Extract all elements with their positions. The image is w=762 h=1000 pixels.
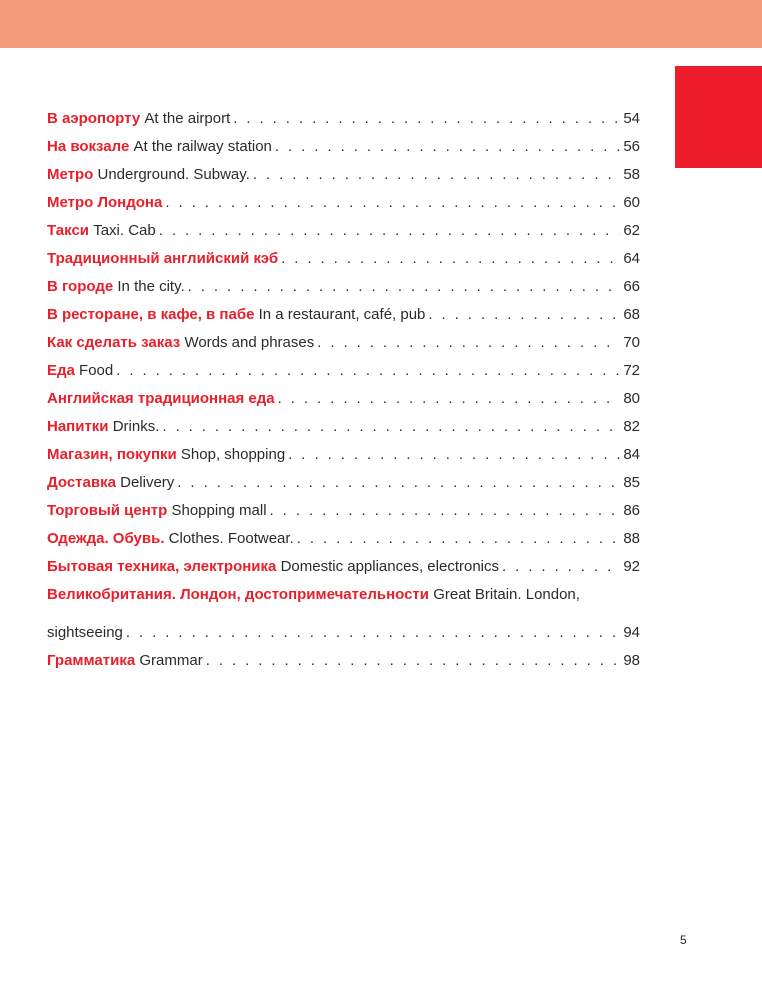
toc-title-ru: Метро Лондона xyxy=(47,194,163,211)
toc-title-en-continued: sightseeing xyxy=(47,624,123,641)
toc-entry[interactable] xyxy=(47,647,640,675)
toc-title xyxy=(47,329,314,357)
toc-entry[interactable] xyxy=(47,525,640,553)
toc-title-en: At the railway station xyxy=(133,138,272,155)
toc-title-en: Words and phrases xyxy=(184,334,315,351)
toc-title-en: Great Britain. London, xyxy=(433,586,580,603)
toc-title xyxy=(47,647,203,675)
toc-entry[interactable] xyxy=(47,441,640,469)
toc-dot-leader xyxy=(275,133,620,161)
toc-page-number: 85 xyxy=(623,474,640,491)
toc-page-number: 84 xyxy=(623,446,640,463)
toc-title-ru: Традиционный английский кэб xyxy=(47,250,279,267)
toc-title-en: At the airport xyxy=(144,110,231,127)
toc-title-en: Domestic appliances, electronics xyxy=(280,558,499,575)
toc-entry[interactable] xyxy=(47,553,640,581)
toc-title xyxy=(47,357,113,385)
toc-title-en: Grammar xyxy=(139,652,203,669)
toc-title-ru: Торговый центр xyxy=(47,502,168,519)
toc-page-number: 56 xyxy=(623,138,640,155)
toc-title-en: Underground. Subway. xyxy=(97,166,250,183)
toc-page-number: 64 xyxy=(623,250,640,267)
toc-entry-line xyxy=(47,619,640,647)
toc-entry[interactable] xyxy=(47,217,640,245)
toc-title-en: Taxi. Cab xyxy=(93,222,156,239)
toc-title xyxy=(47,273,185,301)
toc-dot-leader xyxy=(159,217,621,245)
toc-page-number: 54 xyxy=(623,110,640,127)
toc-title-ru: Бытовая техника, электроника xyxy=(47,558,277,575)
toc-entry-multiline[interactable] xyxy=(47,581,640,647)
toc-title xyxy=(47,105,230,133)
toc-title xyxy=(47,189,162,217)
toc-dot-leader xyxy=(288,441,620,469)
toc-page-number: 88 xyxy=(623,530,640,547)
toc-title-ru: Английская традиционная еда xyxy=(47,390,275,407)
toc-entry[interactable] xyxy=(47,301,640,329)
toc-title-en: Clothes. Footwear. xyxy=(168,530,294,547)
toc-title-ru: Одежда. Обувь. xyxy=(47,530,165,547)
toc-page-number: 66 xyxy=(623,278,640,295)
toc-page-number: 62 xyxy=(623,222,640,239)
toc-entry[interactable] xyxy=(47,105,640,133)
toc-dot-leader xyxy=(253,161,621,189)
page-number: 5 xyxy=(680,933,687,947)
toc-dot-leader xyxy=(162,413,620,441)
toc-title xyxy=(47,553,499,581)
toc-title xyxy=(47,497,267,525)
toc-title xyxy=(47,133,272,161)
toc-entry[interactable] xyxy=(47,133,640,161)
toc-title xyxy=(47,441,285,469)
toc-entry[interactable] xyxy=(47,413,640,441)
toc-entry[interactable] xyxy=(47,161,640,189)
toc-dot-leader xyxy=(281,245,620,273)
toc-page-number: 58 xyxy=(623,166,640,183)
toc-entry-line xyxy=(47,581,640,609)
toc-page-number: 70 xyxy=(623,334,640,351)
toc-title-ru: Магазин, покупки xyxy=(47,446,177,463)
toc-title-ru: В аэропорту xyxy=(47,110,141,127)
toc-dot-leader xyxy=(502,553,620,581)
toc-dot-leader xyxy=(165,189,620,217)
toc-title-ru: Грамматика xyxy=(47,652,136,669)
toc-title-ru: На вокзале xyxy=(47,138,130,155)
toc-page-number: 80 xyxy=(623,390,640,407)
toc-title xyxy=(47,385,275,413)
toc-dot-leader xyxy=(126,619,620,647)
toc-title xyxy=(47,525,294,553)
toc-entry[interactable] xyxy=(47,189,640,217)
toc-page-number: 68 xyxy=(623,306,640,323)
toc-title-ru: Напитки xyxy=(47,418,109,435)
toc-title-ru: Такси xyxy=(47,222,90,239)
toc-entry[interactable] xyxy=(47,497,640,525)
toc-title xyxy=(47,161,250,189)
toc-dot-leader xyxy=(270,497,621,525)
toc-title-en: In a restaurant, café, pub xyxy=(258,306,426,323)
toc-title-ru: Доставка xyxy=(47,474,116,491)
toc-page-number: 86 xyxy=(623,502,640,519)
toc-title-ru: В ресторане, в кафе, в пабе xyxy=(47,306,255,323)
toc-title xyxy=(47,301,425,329)
toc-title-en: Drinks. xyxy=(112,418,160,435)
toc-dot-leader xyxy=(188,273,621,301)
toc-title-ru: Великобритания. Лондон, достопримечательности xyxy=(47,586,430,603)
toc-title-en: Food xyxy=(79,362,114,379)
toc-page-number: 92 xyxy=(623,558,640,575)
toc-dot-leader xyxy=(177,469,620,497)
toc-entry[interactable] xyxy=(47,357,640,385)
toc-title-en: In the city. xyxy=(117,278,185,295)
section-tab-marker xyxy=(675,66,762,168)
toc-title xyxy=(47,217,156,245)
toc-title-en: Shop, shopping xyxy=(180,446,286,463)
toc-entry[interactable] xyxy=(47,329,640,357)
toc-page-number: 82 xyxy=(623,418,640,435)
toc-title xyxy=(47,245,278,273)
toc-page-number: 94 xyxy=(623,624,640,641)
toc-dot-leader xyxy=(297,525,621,553)
toc-entry[interactable] xyxy=(47,469,640,497)
toc-title-en: Shopping mall xyxy=(171,502,267,519)
table-of-contents xyxy=(47,105,640,675)
top-color-band xyxy=(0,0,762,48)
toc-page-number: 72 xyxy=(623,362,640,379)
toc-page-number: 60 xyxy=(623,194,640,211)
toc-dot-leader xyxy=(206,647,621,675)
toc-entry[interactable] xyxy=(47,273,640,301)
toc-dot-leader xyxy=(428,301,620,329)
toc-dot-leader xyxy=(116,357,620,385)
toc-title xyxy=(47,413,159,441)
toc-title-ru: В городе xyxy=(47,278,114,295)
toc-entry[interactable] xyxy=(47,245,640,273)
toc-dot-leader xyxy=(278,385,621,413)
toc-title-ru: Как сделать заказ xyxy=(47,334,181,351)
toc-dot-leader xyxy=(317,329,620,357)
toc-entry[interactable] xyxy=(47,385,640,413)
toc-title xyxy=(47,469,174,497)
toc-dot-leader xyxy=(233,105,620,133)
toc-title-en: Delivery xyxy=(120,474,175,491)
toc-title-ru: Метро xyxy=(47,166,94,183)
toc-page-number: 98 xyxy=(623,652,640,669)
toc-title-ru: Еда xyxy=(47,362,75,379)
